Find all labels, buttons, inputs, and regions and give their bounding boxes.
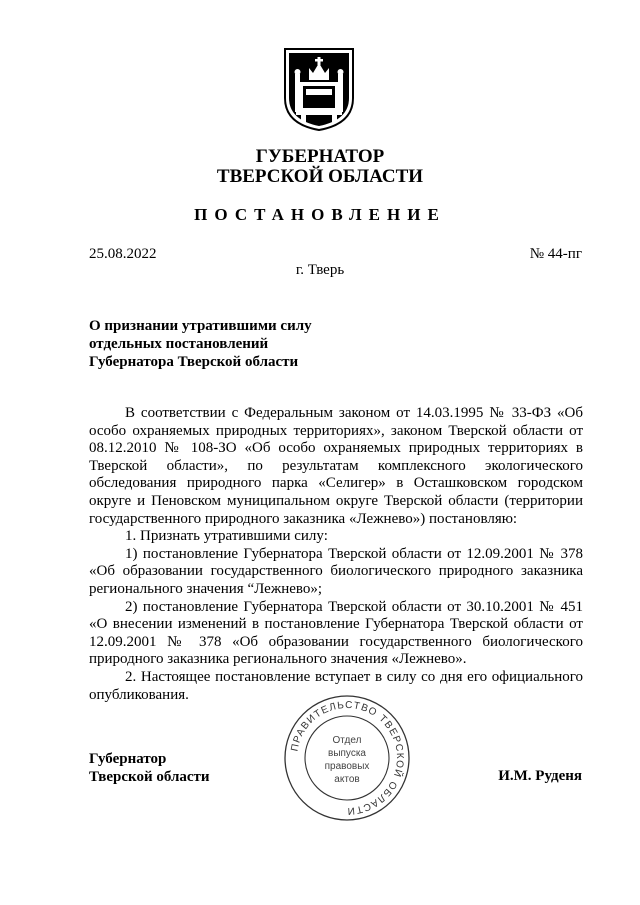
body-paragraph: 2) постановление Губернатора Тверской области от 30.10.2001 № 451 «О внесении изменений в постановление Губернатора Тверской области от 12.09.2001 № 378 «Об образовании государственного биологического природного заказника регионального значения «Лежнево». [89, 598, 583, 668]
body-paragraph: 2. Настоящее постановление вступает в силу со дня его официального опубликования. [89, 668, 583, 703]
document-body [89, 405, 583, 704]
stamp-inner-line: выпуска [328, 748, 366, 759]
subject-line: Губернатора Тверской области [89, 354, 299, 370]
issuer-title-line2: ТВЕРСКОЙ ОБЛАСТИ [216, 166, 424, 187]
subject-line: О признании утратившими силу [89, 318, 312, 334]
subject-line: отдельных постановлений [89, 336, 269, 352]
tver-coat-of-arms-icon [282, 46, 356, 132]
document-number: № 44-пг [529, 246, 582, 262]
document-type: ПОСТАНОВЛЕНИЕ [194, 205, 446, 224]
body-paragraph: 1) постановление Губернатора Тверской области от 12.09.2001 № 378 «Об образовании государственного биологического природного заказника регионального значения “Лежнево»; [89, 545, 583, 597]
stamp-inner-line: Отдел [332, 735, 362, 746]
issuer-title-line1: ГУБЕРНАТОР [255, 146, 385, 167]
body-paragraph: В соответствии с Федеральным законом от 14.03.1995 № 33-ФЗ «Об особо охраняемых природных территориях», законом Тверской области от 08.12.2010 № 108-ЗО «Об особо охраняемых природных территориях в Тверской области», по результатам комплексного экологического обследования природного парка «Селигер» в Осташковском городском округе и Пеновском муниципальном округе Тверской области (территории государственного природного заказника «Лежнево») постановляю: [89, 405, 583, 527]
stamp-inner-text [300, 734, 394, 786]
stamp-inner-line: правовых [324, 761, 370, 772]
stamp-ring-text: ПРАВИТЕЛЬСТВО ТВЕРСКОЙ ОБЛАСТИ [289, 699, 406, 817]
body-paragraph: 1. Признать утратившими силу: [125, 528, 328, 545]
signatory-name: И.М. Руденя [498, 768, 582, 784]
signatory-position [89, 750, 210, 786]
signatory-position-line: Тверской области [89, 769, 210, 785]
document-city: г. Тверь [295, 262, 345, 278]
document-subject [89, 317, 312, 371]
signatory-position-line: Губернатор [89, 751, 167, 767]
document-date: 25.08.2022 [89, 246, 157, 262]
stamp-inner-line: актов [334, 774, 360, 785]
